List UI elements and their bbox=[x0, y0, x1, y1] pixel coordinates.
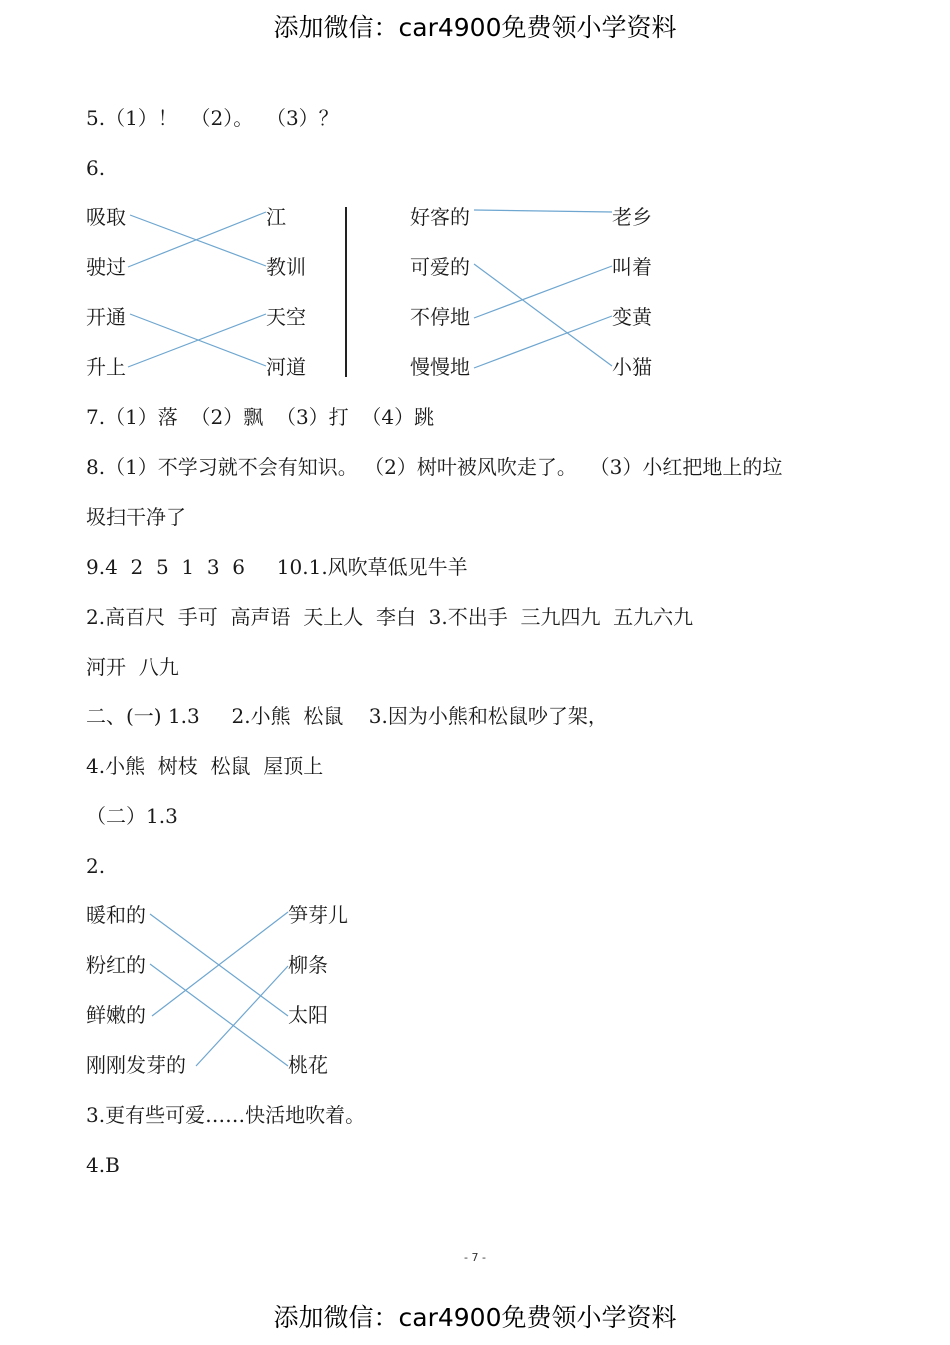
q6-left-col1-item: 开通 bbox=[86, 305, 126, 329]
answer-part2-1-line1: 二、(一) 1.3 2.小熊 松鼠 3.因为小熊和松鼠吵了架， bbox=[86, 704, 608, 728]
q6-left-col2-item: 教训 bbox=[266, 255, 306, 279]
answer-q9-q10: 9.4 2 5 1 3 6 10.1.风吹草低见牛羊 bbox=[86, 555, 468, 579]
footer-watermark: 添加微信：car4900免费领小学资料 bbox=[273, 1303, 677, 1332]
part2-match-col1-item: 暖和的 bbox=[86, 903, 146, 927]
part2-match-col1-item: 刚刚发芽的 bbox=[86, 1053, 186, 1077]
answer-q7: 7.（1）落 （2）飘 （3）打 （4）跳 bbox=[86, 405, 435, 429]
q6-right-col2-item: 小猫 bbox=[612, 355, 652, 379]
answer-q5: 5.（1）！ （2）。 （3）？ bbox=[86, 106, 339, 130]
part2-match-col2-item: 笋芽儿 bbox=[288, 903, 348, 927]
page-number: - 7 - bbox=[464, 1251, 486, 1264]
q6-right-col1-item: 好客的 bbox=[410, 205, 470, 229]
answer-q10-line3: 河开 八九 bbox=[86, 655, 179, 679]
part2-match-col2-item: 桃花 bbox=[288, 1053, 328, 1077]
part2-link-line bbox=[196, 966, 288, 1066]
answer-part2-1-line2: 4.小熊 树枝 松鼠 屋顶上 bbox=[86, 754, 324, 778]
part2-link-line bbox=[150, 964, 288, 1066]
q6-right-col2-item: 变黄 bbox=[612, 305, 652, 329]
header-watermark: 添加微信：car4900免费领小学资料 bbox=[273, 13, 677, 42]
part2-match-col1-item: 鲜嫩的 bbox=[86, 1003, 146, 1027]
q6-right-col2-item: 叫着 bbox=[612, 255, 652, 279]
q6-right-col1-item: 慢慢地 bbox=[410, 355, 470, 379]
q6-link-line bbox=[474, 264, 612, 366]
q6-link-line bbox=[474, 210, 612, 212]
answer-part2-2-q3: 3.更有些可爱……快活地吹着。 bbox=[86, 1103, 366, 1127]
answer-part2-2-q4: 4.B bbox=[86, 1153, 120, 1177]
q6-left-col2-item: 天空 bbox=[266, 305, 306, 329]
q6-right-col2-item: 老乡 bbox=[612, 205, 652, 229]
part2-match-col1-item: 粉红的 bbox=[86, 953, 146, 977]
q6-link-line bbox=[474, 266, 612, 318]
q6-link-line bbox=[474, 316, 612, 368]
part2-match-col2-item: 柳条 bbox=[288, 953, 328, 977]
answer-part2-2-line1: （二）1.3 bbox=[86, 804, 178, 828]
q6-left-col1-item: 吸取 bbox=[86, 205, 126, 229]
q6-right-col1-item: 可爱的 bbox=[410, 255, 470, 279]
answer-q8-line1: 8.（1）不学习就不会有知识。 （2）树叶被风吹走了。 （3）小红把地上的垃 bbox=[86, 455, 783, 479]
q6-right-col1-item: 不停地 bbox=[410, 305, 470, 329]
q6-left-col2-item: 江 bbox=[266, 205, 286, 229]
q6-left-col1-item: 驶过 bbox=[86, 255, 126, 279]
answer-q10-line2: 2.高百尺 手可 高声语 天上人 李白 3.不出手 三九四九 五九六九 bbox=[86, 605, 694, 629]
answer-q8-line2: 圾扫干净了 bbox=[86, 505, 186, 529]
q6-left-col2-item: 河道 bbox=[266, 355, 306, 379]
q6-left-col1-item: 升上 bbox=[86, 355, 126, 379]
answer-part2-2-q2-label: 2. bbox=[86, 854, 106, 878]
answer-q6-label: 6. bbox=[86, 156, 106, 180]
q6-link-line bbox=[128, 314, 266, 367]
part2-match-col2-item: 太阳 bbox=[288, 1003, 328, 1027]
